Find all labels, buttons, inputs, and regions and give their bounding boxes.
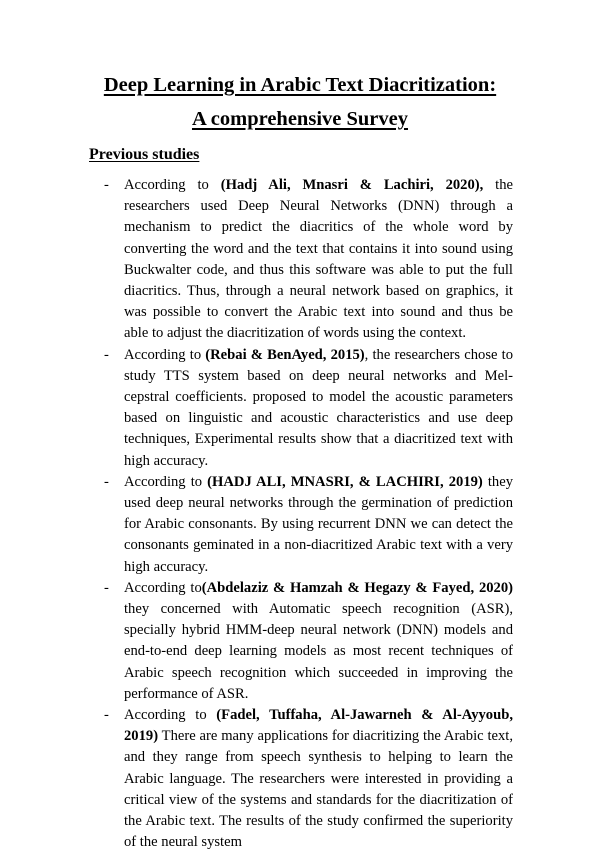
lead-text: According to [124,473,208,490]
body-text: they used deep neural networks through the germination of prediction for Arabic consonants. By using recurrent DNN we can detect the consonants geminated in a non-diacritized Arabic text with a very high accuracy. [124,473,514,575]
section-heading: Previous studies [89,146,200,163]
list-item [0,705,600,853]
citation: (Fadel, Tuffaha, Al-Jawarneh & Al-Ayyoub, 2019) [124,707,513,745]
bullet-dash: - [104,707,109,724]
body-text: There are many applications for diacritizing the Arabic text, and they range from speech synthesis to helping to learn the Arabic language. The researchers were interested in providing a critical view of the systems and standards for the diacritization of the Arabic text. The results of the study confirmed the superiority of the neural system [124,728,513,851]
list-item [0,175,600,345]
list-item-text [124,578,513,705]
list-item-text [124,472,513,578]
lead-text: According to [124,707,217,724]
lead-text: According to [124,579,202,596]
list-item [0,345,600,472]
previous-studies-list [0,175,600,854]
list-item [0,578,600,705]
lead-text: According to [124,346,206,363]
body-text: the researchers used Deep Neural Networks (DNN) through a mechanism to predict the diacritics of the whole word by converting the word and the text that contains it into sound using Buckwalter code, and thus this software was able to put the full diacritics. Thus, through a neural network based on graphics, it was possible to convert the Arabic text into sound and thus be able to adjust the diacritization of words using the context. [124,177,513,342]
citation: (Hadj Ali, Mnasri & Lachiri, 2020), [220,177,484,193]
citation: (Rebai & BenAyed, 2015) [205,346,365,363]
bullet-dash: - [104,473,109,490]
body-text: , the researchers chose to study TTS system based on deep neural networks and Mel-cepstral coefficients. proposed to model the acoustic parameters based on linguistic and acoustic characteristics and use deep techniques, Experimental results show that a diacritized text with high accuracy. [124,346,513,469]
list-item-text [124,345,513,472]
lead-text: According to [124,177,221,193]
paper-title-line-2: A comprehensive Survey [191,108,408,130]
bullet-dash: - [104,346,109,363]
paper-title-line-1: Deep Learning in Arabic Text Diacritization: [103,74,497,96]
list-item [0,472,600,578]
bullet-dash: - [104,177,109,193]
body-text: they concerned with Automatic speech recognition (ASR), specially hybrid HMM-deep neural network (DNN) models and end-to-end deep learning models as most recent techniques of Arabic speech recognition which succeeded in improving the performance of ASR. [124,601,513,702]
citation: (HADJ ALI, MNASRI, & LACHIRI, 2019) [207,473,483,490]
citation: (Abdelaziz & Hamzah & Hegazy & Fayed, 2020) [201,579,513,596]
bullet-dash: - [104,579,109,596]
list-item-text [124,705,513,853]
list-item-text [124,175,513,345]
